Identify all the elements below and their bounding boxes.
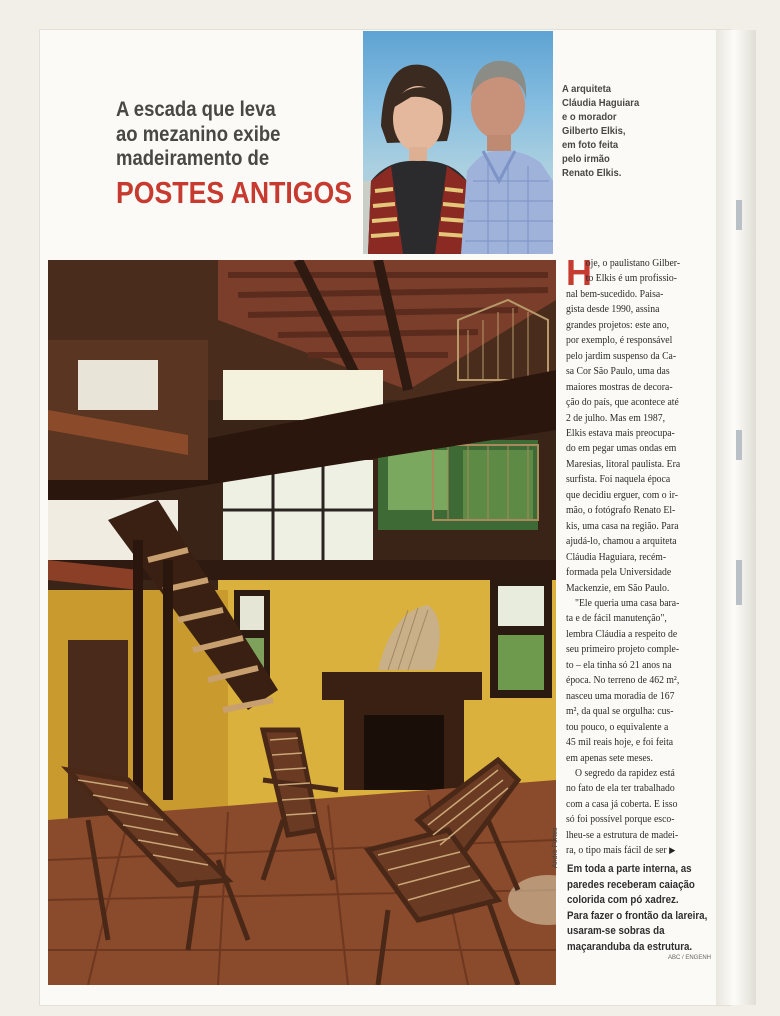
caption-line: Renato Elkis. [562,167,622,179]
body-line: 45 mil reais hoje, e foi feita [566,736,674,749]
body-line-text: ra, o tipo mais fácil de ser [566,844,667,857]
body-line: só foi possível porque esco- [566,813,675,826]
caption-line: e o morador [562,111,617,123]
next-page-mark [736,560,742,605]
body-line: tou pouco, o equivalente a [566,720,669,733]
headline-accent: POSTES ANTIGOS [116,174,353,210]
portrait-caption [562,82,670,180]
body-line: surfista. Foi naquela época [566,473,671,486]
body-line: nal bem-sucedido. Paisa- [566,287,664,300]
body-line: gista desde 1990, assina [566,303,660,316]
page-folio: ABC / ENGENH [668,955,712,961]
caption-line: usaram-se sobras da [567,925,665,937]
article-body [566,252,716,859]
body-line-last [566,843,701,858]
caption-line: Para fazer o frontão da lareira, [567,909,708,922]
body-line: Cláudia Haguiara, recém- [566,550,667,563]
body-line: kis, uma casa na região. Para [566,519,679,532]
headline-line: madeiramento de [116,146,270,170]
next-page-mark [736,430,742,460]
photo-credit: André Fortes [552,827,559,868]
body-line: lheu-se a estrutura de madei- [566,828,679,841]
body-line: formada pela Universidade [566,566,672,579]
body-line: ta e de fácil manutenção", [566,612,667,625]
next-page-mark [736,200,742,230]
body-line: nasceu uma moradia de 167 [566,689,675,702]
caption-line: Gilberto Elkis, [562,125,626,137]
body-line: lembra Cláudia a respeito de [566,627,678,640]
body-line: ção do país, que acontece até [566,396,679,409]
body-line: sa Cor São Paulo, uma das [566,365,670,378]
body-line: Maresias, litoral paulista. Era [566,457,681,470]
body-line: ajudá-lo, chamou a arquiteta [566,535,677,548]
body-line: "Ele queria uma casa bara- [575,596,680,609]
caption-line: em foto feita [562,139,619,151]
headline [116,97,353,211]
headline-line: A escada que leva [116,97,276,121]
body-line: Elkis estava mais preocupa- [566,426,675,439]
body-line: to – ela tinha só 21 anos na [566,658,672,671]
caption-line: Cláudia Haguiara [562,97,640,109]
body-line: pelo jardim suspenso da Ca- [566,349,677,362]
headline-line: ao mezanino exibe [116,121,281,146]
caption-line: maçaranduba da estrutura. [567,940,693,953]
body-line: to Elkis é um profissio- [585,272,678,285]
caption-line: Em toda a parte interna, as [567,863,692,875]
body-line: oje, o paulistano Gilber- [585,257,681,269]
body-line: do em pegar umas ondas em [566,442,677,455]
body-line: Mackenzie, em São Paulo. [566,581,670,594]
drop-cap: H [566,252,592,293]
body-line: em apenas sete meses. [566,751,653,764]
portrait-photo [363,31,553,254]
interior-photo [48,260,556,985]
caption-line: paredes receberam caiação [567,878,695,891]
body-line: m², da qual se orgulha: cus- [566,705,674,718]
body-line: com a casa já coberta. E isso [566,797,678,810]
caption-line: pelo irmão [562,153,610,165]
body-line: O segredo da rapidez está [575,766,675,779]
interior-caption [567,862,714,955]
body-line: 2 de julho. Mas em 1987, [566,411,666,424]
body-line: seu primeiro projeto comple- [566,643,680,656]
body-line: grandes projetos: este ano, [566,318,670,331]
body-line: maiores mostras de decora- [566,380,673,393]
body-line: mão, o fotógrafo Renato El- [566,504,676,517]
body-line: por exemplo, é responsável [566,334,673,347]
caption-line: A arquiteta [562,83,612,95]
body-line: que decidiu erguer, com o ir- [566,488,679,501]
body-line: época. No terreno de 462 m², [566,674,680,687]
body-line: no fato de ela ter trabalhado [566,782,675,795]
caption-line: colorida com pó xadrez. [567,894,679,906]
continue-arrow-icon: ▶ [669,845,676,856]
next-page-edge [716,30,756,1005]
